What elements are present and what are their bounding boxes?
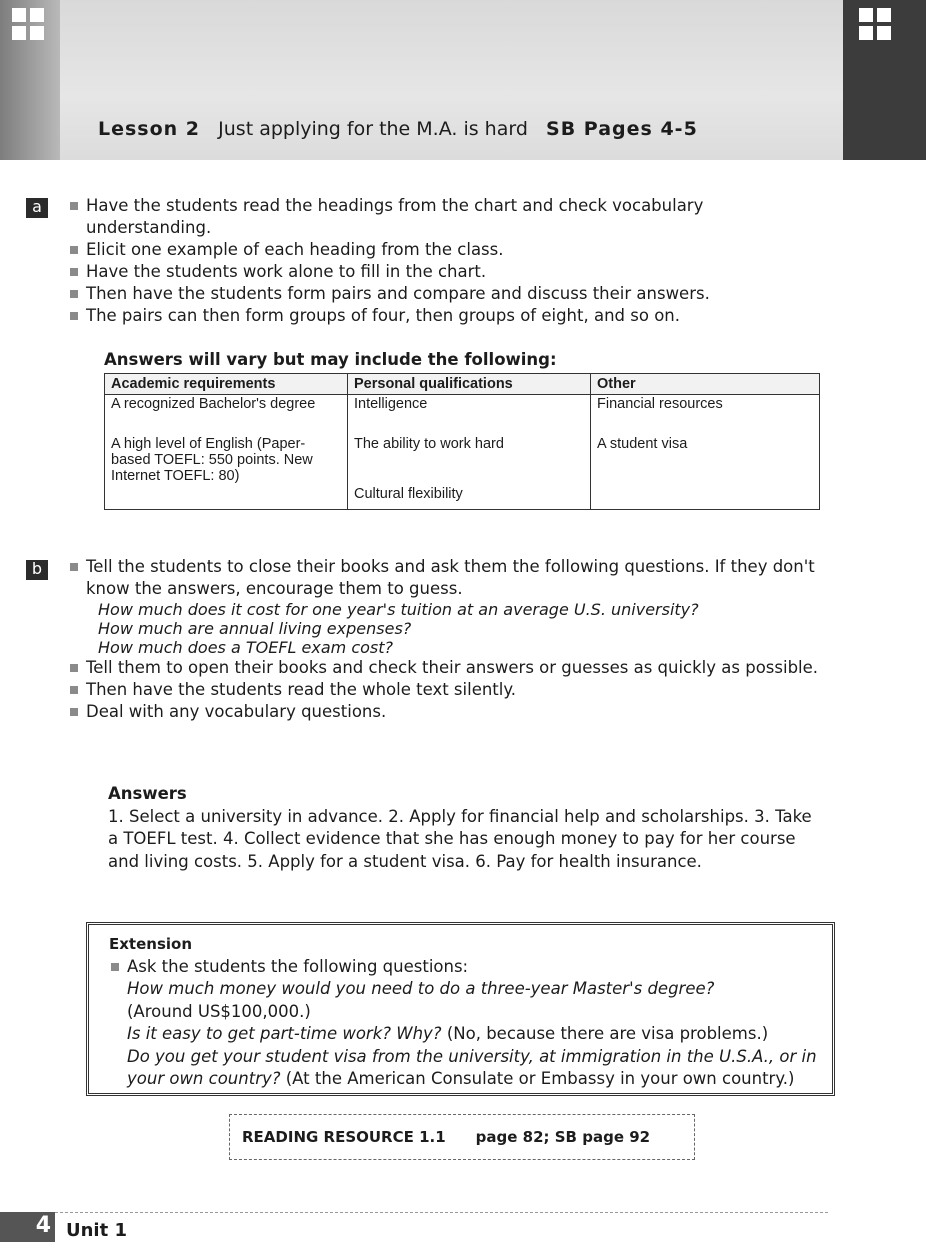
list-item: The pairs can then form groups of four, then groups of eight, and so on. (68, 305, 768, 327)
resource-pages: page 82; SB page 92 (475, 1128, 651, 1146)
question: Is it easy to get part-time work? Why? (127, 1024, 442, 1043)
lesson-label: Lesson 2 (98, 118, 201, 140)
extension-heading: Extension (109, 935, 192, 953)
extension-question-2 (109, 1023, 821, 1046)
section-b-label: b (26, 560, 48, 580)
footer-divider (0, 1212, 828, 1213)
extension-content (109, 933, 821, 1091)
answer: (At the American Consulate or Embassy in your own country.) (285, 1069, 795, 1088)
table-row (105, 485, 820, 510)
page-number: 4 (0, 1212, 55, 1242)
table-cell (105, 485, 348, 510)
list-item: Tell the students to close their books and ask them the following questions. If they don't know the answers, encourage them to guess. (68, 556, 843, 600)
question: How much money would you need to do a three-year Master's degree? (127, 979, 715, 998)
table-cell: Intelligence (348, 395, 591, 436)
requirements-table (104, 373, 820, 510)
header-corner-left (0, 0, 60, 160)
answers-b (108, 783, 823, 873)
table-row (105, 435, 820, 485)
header-corner-right (843, 0, 926, 160)
extension-question-3 (109, 1046, 821, 1091)
answers-a (104, 350, 820, 510)
list-item: Then have the students form pairs and compare and discuss their answers. (68, 283, 768, 305)
sb-pages: SB Pages 4-5 (546, 118, 698, 140)
extension-question-1 (109, 978, 821, 1023)
table-header: Academic requirements (105, 374, 348, 395)
question: How much does it cost for one year's tuition at an average U.S. university? (98, 600, 699, 619)
list-item: Deal with any vocabulary questions. (68, 701, 843, 723)
table-cell: A student visa (591, 435, 820, 485)
table-cell: Financial resources (591, 395, 820, 436)
table-cell: The ability to work hard (348, 435, 591, 485)
question: How much does a TOEFL exam cost? (98, 638, 393, 657)
extension-bullet: Ask the students the following questions: (109, 956, 821, 979)
lesson-title (98, 118, 698, 140)
table-cell: Cultural flexibility (348, 485, 591, 510)
table-header: Personal qualifications (348, 374, 591, 395)
question: How much are annual living expenses? (98, 619, 412, 638)
list-item: Then have the students read the whole text silently. (68, 679, 843, 701)
table-header-row (105, 374, 820, 395)
section-b-bullets (68, 556, 843, 723)
table-cell: A recognized Bachelor's degree (105, 395, 348, 436)
table-cell: A high level of English (Paper-based TOEFL: 550 points. New Internet TOEFL: 80) (105, 435, 348, 485)
answers-b-heading: Answers (108, 784, 187, 803)
section-a-label: a (26, 198, 48, 218)
answer: (Around US$100,000.) (127, 1001, 311, 1021)
list-item: Have the students read the headings from the chart and check vocabulary understanding. (68, 195, 768, 239)
unit-label: Unit 1 (66, 1220, 127, 1241)
list-item: Elicit one example of each heading from the class. (68, 239, 768, 261)
question: Do you get your student visa from the university, at immigration in the U.S.A., or in your own country? (127, 1046, 817, 1088)
list-item: Tell them to open their books and check their answers or guesses as quickly as possible. (68, 657, 843, 679)
section-a-bullets (68, 195, 768, 327)
table-header: Other (591, 374, 820, 395)
answers-a-heading: Answers will vary but may include the following: (104, 350, 557, 369)
answers-b-text: 1. Select a university in advance. 2. Apply for financial help and scholarships. 3. Take a TOEFL test. 4. Collect evidence that she has enough money to pay for her course and living costs. 5. Apply for a student visa. 6. Pay for health insurance. (108, 806, 812, 871)
table-row (105, 395, 820, 436)
list-item: Have the students work alone to fill in the chart. (68, 261, 768, 283)
grid-icon (12, 8, 46, 42)
resource-label: READING RESOURCE 1.1 (242, 1128, 446, 1146)
extension-box (86, 922, 835, 1096)
grid-icon (859, 8, 893, 42)
answer: (No, because there are visa problems.) (446, 1024, 769, 1043)
table-cell (591, 485, 820, 510)
lesson-subtitle: Just applying for the M.A. is hard (218, 118, 528, 140)
reading-resource-box (229, 1114, 695, 1160)
